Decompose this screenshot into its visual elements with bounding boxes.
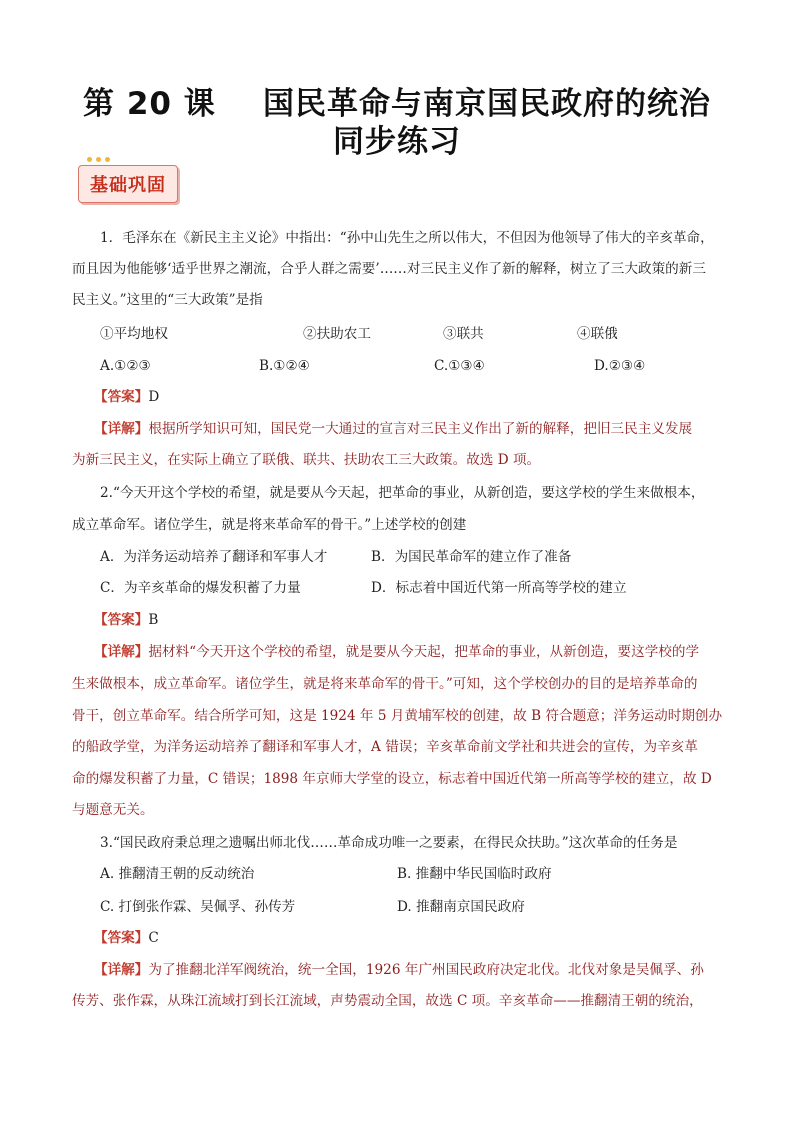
q3-option-a: A. 推翻清王朝的反动统治 [100, 866, 255, 882]
q1-option-c: C.①③④ [434, 358, 485, 374]
explain-label: 【详解】 [94, 962, 149, 978]
q3-stem-line-1: 3.“国民政府秉总理之遗嘱出师北伐……革命成功唯一之要素，在得民众扶助。”这次革命的任务是 [100, 835, 678, 851]
section-label: 基础巩固 [90, 175, 166, 196]
q2-option-c: C．为辛亥革命的爆发积蓄了力量 [100, 580, 301, 596]
q2-explain-text-1: 据材料“今天开这个学校的希望，就是要从今天起，把革命的事业，从新创造，要这学校的学 [148, 644, 700, 660]
q1-stem-line-2: 而且因为他能够‘适乎世界之潮流，合乎人群之需要’……对三民主义作了新的解释，树立了三大政策的新三 [72, 261, 706, 277]
q1-explain-line-2: 为新三民主义，在实际上确立了联俄、联共、扶助农工三大政策。故选 D 项。 [72, 452, 541, 468]
q2-option-a: A．为洋务运动培养了翻译和军事人才 [100, 549, 328, 565]
q2-stem-line-1: 2.“今天开这个学校的希望，就是要从今天起，把革命的事业，从新创造，要这学校的学生来做根本， [100, 485, 705, 501]
answer-label: 【答案】 [94, 612, 149, 628]
q1-item-1: ①平均地权 [100, 326, 168, 342]
q1-option-d: D.②③④ [594, 358, 646, 374]
q2-option-b: B．为国民革命军的建立作了准备 [371, 549, 572, 565]
section-badge [78, 165, 178, 203]
explain-label: 【详解】 [94, 421, 149, 437]
q1-option-a: A.①②③ [100, 358, 151, 374]
q1-item-4: ④联俄 [577, 326, 618, 342]
q2-explain-line-3: 骨干，创立革命军。结合所学可知，这是 1924 年 5 月黄埔军校的创建，故 B 符合题意；洋务运动时期创办 [72, 708, 723, 724]
explain-label: 【详解】 [94, 644, 149, 660]
q3-option-c: C. 打倒张作霖、吴佩孚、孙传芳 [100, 899, 296, 915]
answer-label: 【答案】 [94, 389, 149, 405]
q3-answer [94, 929, 159, 947]
q2-answer [94, 611, 158, 629]
q1-explain-text-1: 根据所学知识可知，国民党一大通过的宣言对三民主义作出了新的解释，把旧三民主义发展 [148, 421, 693, 437]
q1-stem-line-3: 民主义。”这里的“三大政策”是指 [72, 292, 263, 308]
q1-explain-line-1 [94, 420, 692, 438]
q2-stem-line-2: 成立革命军。诸位学生，就是将来革命军的骨干。”上述学校的创建 [72, 517, 467, 533]
page-title: 第 20 课 国民革命与南京国民政府的统治 [83, 86, 711, 122]
q2-explain-line-2: 生来做根本，成立革命军。诸位学生，就是将来革命军的骨干。”可知，这个学校创办的目的是培养革命的 [72, 676, 698, 692]
q2-option-d: D．标志着中国近代第一所高等学校的建立 [371, 580, 627, 596]
q1-answer [94, 388, 159, 406]
q3-option-d: D. 推翻南京国民政府 [397, 899, 525, 915]
answer-label: 【答案】 [94, 930, 149, 946]
q1-item-2: ②扶助农工 [303, 326, 371, 342]
q2-explain-line-5: 命的爆发积蓄了力量，C 错误；1898 年京师大学堂的设立，标志着中国近代第一所高等学校的建立，故 D [72, 771, 712, 787]
q2-explain-line-6: 与题意无关。 [72, 802, 154, 818]
q2-answer-value: B [148, 612, 159, 628]
page-subtitle: 同步练习 [333, 124, 461, 160]
q2-explain-line-1 [94, 643, 699, 661]
q3-explain-line-1 [94, 961, 704, 979]
q1-item-3: ③联共 [443, 326, 484, 342]
q3-explain-line-2: 传芳、张作霖，从珠江流域打到长江流域，声势震动全国，故选 C 项。辛亥革命——推翻清王朝的统治， [72, 993, 703, 1009]
q2-explain-line-4: 的船政学堂，为洋务运动培养了翻译和军事人才，A 错误；辛亥革命前文学社和共进会的宣传，为辛亥革 [72, 739, 698, 755]
q1-stem-line-1: 1．毛泽东在《新民主主义论》中指出：“孙中山先生之所以伟大，不但因为他领导了伟大的辛亥革命， [100, 230, 714, 246]
q3-option-b: B. 推翻中华民国临时政府 [397, 866, 552, 882]
q1-answer-value: D [148, 389, 160, 405]
decorative-dots-icon [87, 157, 110, 162]
q3-explain-text-1: 为了推翻北洋军阀统治，统一全国，1926 年广州国民政府决定北伐。北伐对象是吴佩孚、孙 [148, 962, 704, 978]
q3-answer-value: C [148, 930, 159, 946]
q1-option-b: B.①②④ [259, 358, 310, 374]
